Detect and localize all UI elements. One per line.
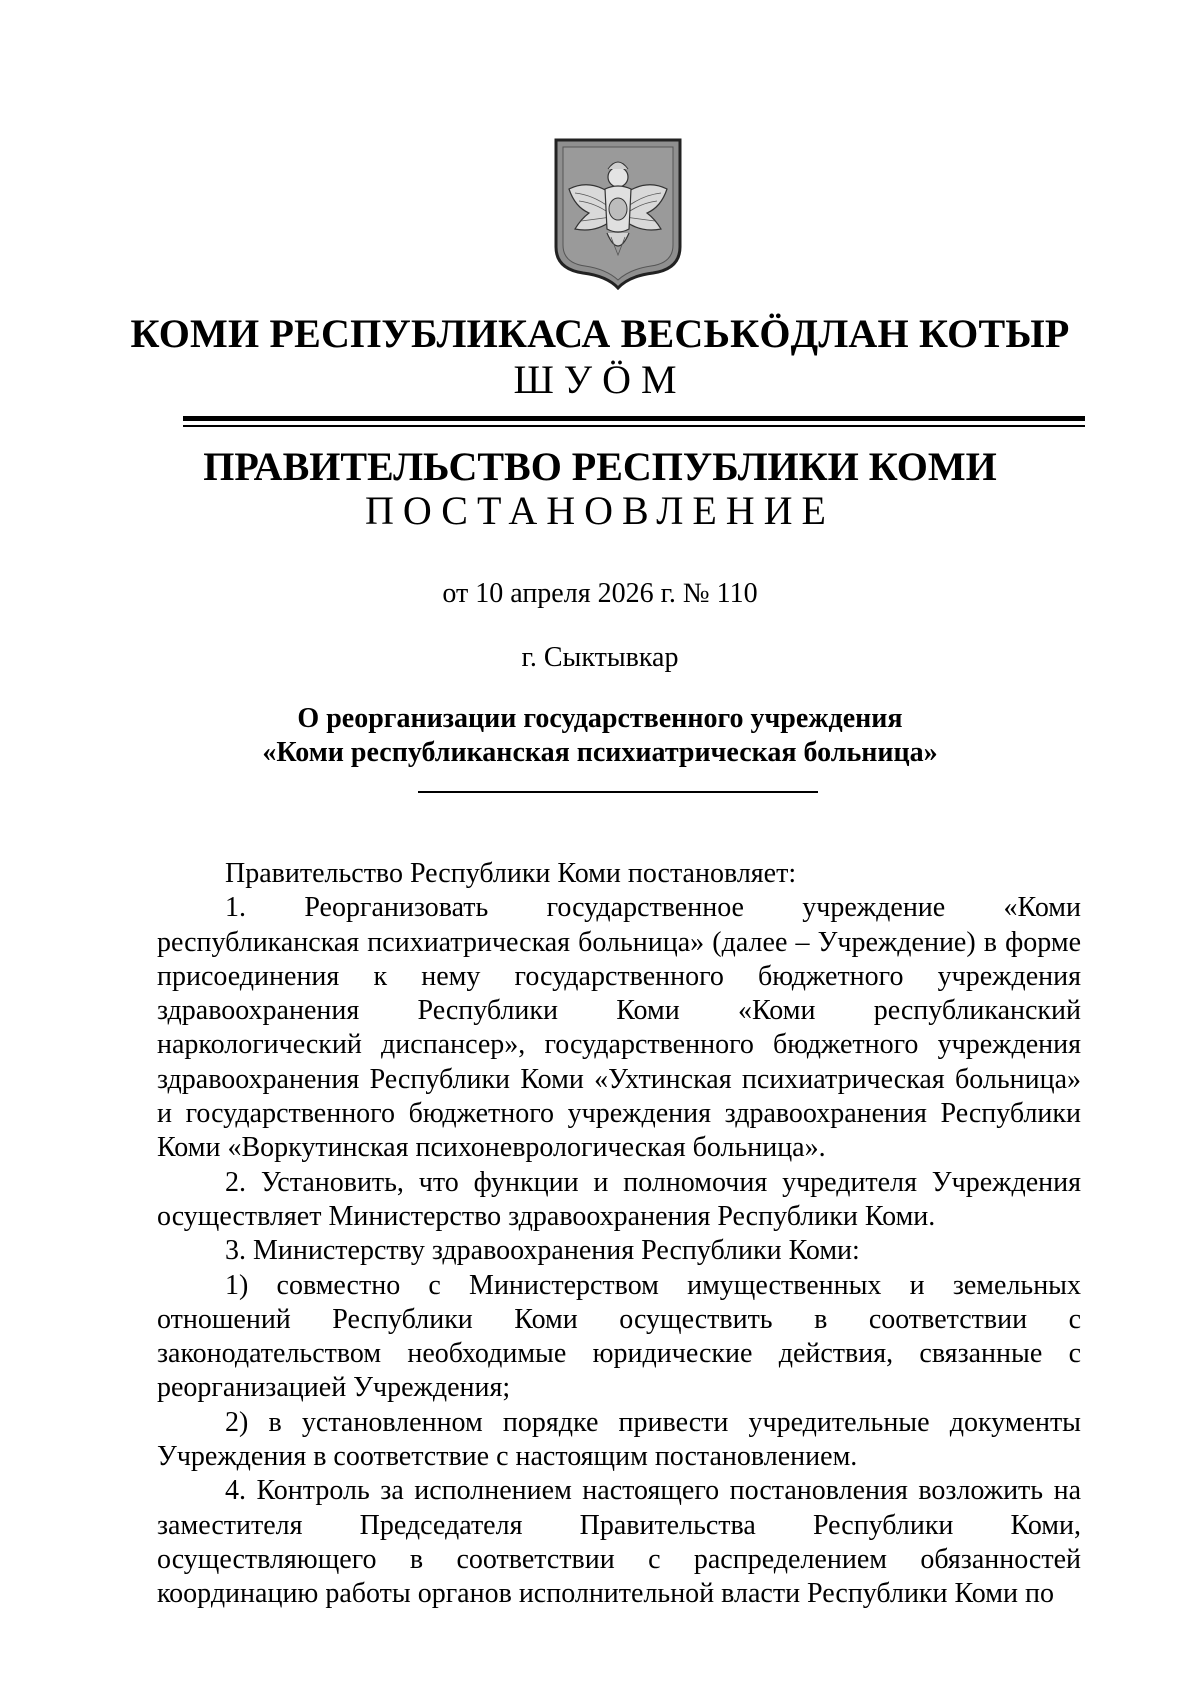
decree-subject-line-1: О реорганизации государственного учреждения	[297, 703, 903, 734]
coat-of-arms-icon	[553, 137, 683, 290]
header-rule-thick	[183, 416, 1085, 421]
government-title: ПРАВИТЕЛЬСТВО РЕСПУБЛИКИ КОМИ	[203, 444, 997, 489]
body-paragraph-3-1: 1) совместно с Министерством имущественных и земельных отношений Республики Коми осуществить в соответствии с законодательством необходимые юридические действия, связанные с реорганизацией Учреждения;	[157, 1269, 1081, 1404]
body-paragraph-2: 2. Установить, что функции и полномочия учредителя Учреждения осуществляет Министерство здравоохранения Республики Коми.	[157, 1166, 1081, 1232]
decree-subject-line-2: «Коми республиканская психиатрическая больница»	[262, 737, 938, 768]
body-paragraph-3-2: 2) в установленном порядке привести учредительные документы Учреждения в соответствие с настоящим постановлением.	[157, 1406, 1081, 1473]
decree-date-number: от 10 апреля 2026 г. № 110	[442, 578, 758, 609]
body-paragraph-3: 3. Министерству здравоохранения Республики Коми:	[225, 1235, 860, 1267]
body-paragraph-4: 4. Контроль за исполнением настоящего постановления возложить на заместителя Председателя Правительства Республики Коми, осуществляющего в соответствии с распределением обязанностей координацию работы органов исполнительной власти Республики Коми по	[157, 1475, 1081, 1610]
body-paragraph-1: 1. Реорганизовать государственное учреждение «Коми республиканская психиатрическая больница» (далее – Учреждение) в форме присоединения к нему государственного бюджетного учреждения здравоохранения Республики Коми «Коми республиканский наркологический диспансер», государственного бюджетного учреждения здравоохранения Республики Коми «Ухтинская психиатрическая больница» и государственного бюджетного учреждения здравоохранения Республики Коми «Воркутинская психоневрологическая больница».	[157, 892, 1081, 1164]
komi-government-title: КОМИ РЕСПУБЛИКАСА ВЕСЬКӦДЛАН КОТЫР	[130, 311, 1070, 356]
decree-body	[157, 857, 1081, 1612]
decree-city: г. Сыктывкар	[521, 642, 679, 673]
komi-decree-label: ШУӦМ	[513, 357, 687, 402]
body-intro: Правительство Республики Коми постановляет:	[225, 858, 797, 889]
decree-label: ПОСТАНОВЛЕНИЕ	[365, 488, 835, 533]
subject-underline	[418, 791, 818, 793]
header-rule-thin	[183, 425, 1085, 427]
